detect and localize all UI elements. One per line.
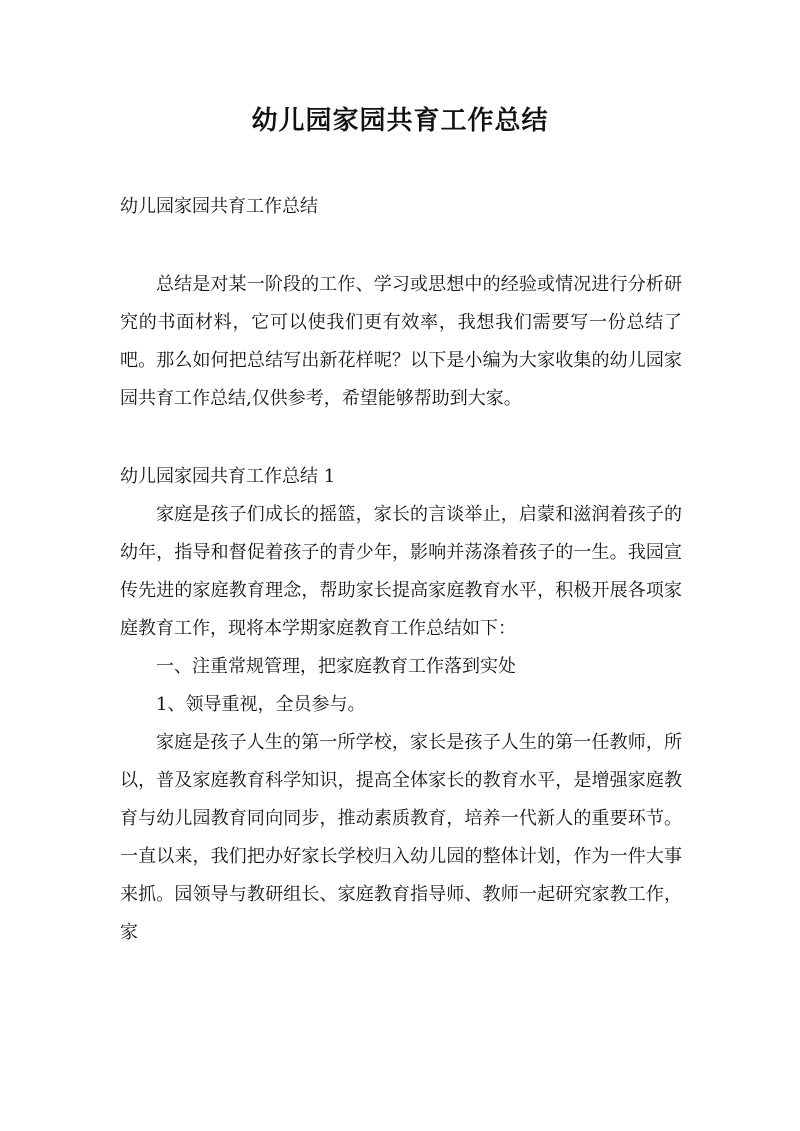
body-paragraph: 家庭是孩子人生的第一所学校，家长是孩子人生的第一任教师，所以，普及家庭教育科学知识，提高全体家长的教育水平，是增强家庭教育与幼儿园教育同向同步，推动素质教育，培养一代新人的重要环节。一直以来，我们把办好家长学校归入幼儿园的整体计划，作为一件大事来抓。园领导与教研组长、家庭教育指导师、教师一起研究家教工作，家 — [120, 732, 682, 943]
document-subtitle: 幼儿园家园共育工作总结 — [120, 196, 318, 217]
spacer — [120, 226, 682, 266]
spacer — [120, 418, 682, 458]
document-title: 幼儿园家园共育工作总结 — [251, 106, 549, 136]
body-paragraph: 家庭是孩子们成长的摇篮，家长的言谈举止，启蒙和滋润着孩子的幼年，指导和督促着孩子的青少年，影响并荡涤着孩子的一生。我园宣传先进的家庭教育理念，帮助家长提高家庭教育水平，积极开展各项家庭教育工作，现将本学期家庭教育工作总结如下： — [120, 504, 682, 639]
subsection-heading: 1、领导重视，全员参与。 — [156, 694, 366, 715]
section-heading: 一、注重常规管理，把家庭教育工作落到实处 — [156, 656, 516, 677]
document-body — [120, 188, 682, 952]
intro-paragraph: 总结是对某一阶段的工作、学习或思想中的经验或情况进行分析研究的书面材料，它可以使我们更有效率，我想我们需要写一份总结了吧。那么如何把总结写出新花样呢？以下是小编为大家收集的幼儿园家园共育工作总结,仅供参考，希望能够帮助到大家。 — [120, 274, 682, 409]
section-title: 幼儿园家园共育工作总结 1 — [120, 466, 336, 487]
